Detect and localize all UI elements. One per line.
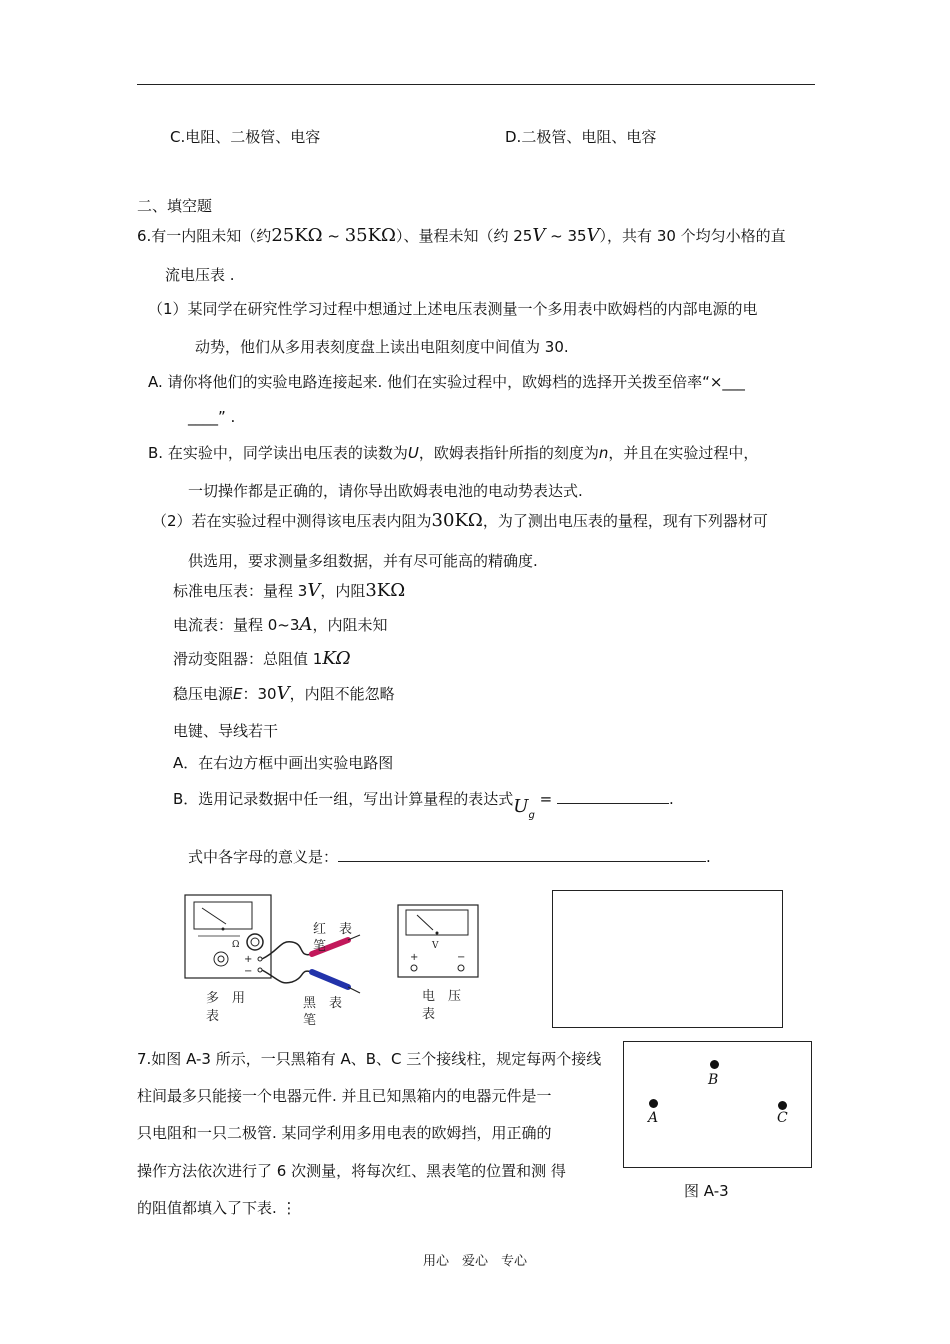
var-ug-sub: g [528, 810, 535, 821]
equip-power [173, 683, 395, 704]
q6-a-line1: A. 请你将他们的实验电路连接起来. 他们在实验过程中，欧姆档的选择开关拨至倍率“×___ [148, 373, 745, 391]
q6-b-text-a: B. 在实验中，同学读出电压表的读数为 [148, 444, 408, 462]
option-c: C.电阻、二极管、电容 [170, 128, 321, 146]
q6-b-text-c: ，并且在实验过程中， [608, 444, 759, 462]
var-e: E [233, 685, 243, 703]
q6-a-line2: ____” . [188, 408, 236, 426]
equip-std-voltmeter [173, 580, 405, 601]
equip-2-text-b: ，内阻未知 [312, 616, 388, 634]
terminal-b-label: B [708, 1072, 719, 1088]
question-c [188, 846, 711, 867]
resistance-30k: 30KΩ [431, 510, 483, 531]
voltmeter-dial [406, 910, 468, 935]
equip-2-unit: A [299, 614, 313, 635]
multimeter-dial [194, 902, 252, 929]
equip-4-text-b: ：30 [242, 685, 277, 703]
equip-2-text-a: 电流表：量程 0~3 [173, 616, 300, 634]
page-footer: 用心 爱心 专心 [422, 1254, 527, 1269]
unit-v-1: V [532, 225, 546, 246]
equip-rheostat [173, 648, 351, 669]
equip-1-unit: V [307, 580, 321, 601]
question-c-text: 式中各字母的意义是： [188, 848, 339, 866]
resistance-35k: 35KΩ [344, 225, 396, 246]
ohm-symbol: Ω [232, 940, 240, 950]
voltmeter-label-1: 电 压 [422, 989, 462, 1004]
header-rule [137, 84, 815, 85]
q6-part2-text-b: ，为了测出电压表的量程，现有下列器材可 [482, 512, 768, 530]
equip-4-text-a: 稳压电源 [173, 685, 234, 703]
answer-blank-meaning[interactable] [338, 860, 706, 862]
q6-part1-line2: 动势，他们从多用表刻度盘上读出电阻刻度中间值为 30. [195, 338, 569, 356]
voltmeter-minus: − [457, 952, 466, 963]
q6-part2-line2: 供选用，要求测量多组数据，并有尽可能高的精确度. [188, 552, 538, 570]
q6-b-line1 [148, 442, 758, 463]
var-u: U [407, 444, 419, 462]
black-box-figure [623, 1041, 812, 1168]
option-d: D.二极管、电阻、电容 [505, 128, 657, 146]
q7-line2: 柱间最多只能接一个电器元件. 并且已知黑箱内的电器元件是一 [137, 1087, 552, 1105]
q7-line3: 只电阻和一只二极管. 某同学利用多用电表的欧姆挡，用正确的 [137, 1124, 552, 1142]
tilde: ~ [322, 227, 345, 245]
black-probe-label-2: 笔 [303, 1013, 317, 1028]
q6-part1-line1: （1）某同学在研究性学习过程中想通过上述电压表测量一个多用表中欧姆档的内部电源的电 [148, 300, 758, 318]
unit-v-2: V [586, 225, 600, 246]
circuit-drawing-box[interactable] [552, 890, 783, 1028]
resistance-25k: 25KΩ [271, 225, 323, 246]
equip-switch: 电键、导线若干 [173, 722, 279, 740]
equals: = [534, 790, 557, 808]
red-probe-label-2: 笔 [313, 939, 327, 954]
equip-3-text-a: 滑动变阻器：总阻值 1 [173, 650, 323, 668]
section-title: 二、填空题 [137, 197, 213, 215]
q6-line1 [137, 225, 786, 246]
q6-line2: 流电压表 . [165, 266, 235, 284]
question-a: A．在右边方框中画出实验电路图 [173, 754, 394, 772]
q6-part2-line1 [152, 510, 768, 531]
plus-sign: + [244, 954, 253, 965]
equip-ammeter [173, 614, 387, 635]
q6-part2-text-a: （2）若在实验过程中测得该电压表内阻为 [152, 512, 432, 530]
equip-4-unit: V [276, 683, 290, 704]
question-c-end: . [706, 848, 711, 866]
multimeter-label-1: 多 用 [206, 991, 246, 1006]
v-symbol: V [432, 941, 439, 951]
q6-line1-text-c: ~ 35 [545, 227, 587, 245]
black-probe-label-1: 黑 表 [303, 996, 343, 1011]
question-b [173, 788, 674, 821]
voltmeter-plus: + [410, 952, 419, 963]
multimeter-label-2: 表 [206, 1009, 220, 1024]
voltmeter-label-2: 表 [422, 1007, 436, 1022]
q6-b-line2: 一切操作都是正确的，请你导出欧姆表电池的电动势表达式. [188, 482, 583, 500]
q6-line1-text-b: ）、量程未知（约 25 [395, 227, 533, 245]
q6-line1-text-d: ），共有 30 个均匀小格的直 [599, 227, 786, 245]
terminal-c-label: C [777, 1110, 788, 1126]
terminal-a-dot [649, 1099, 658, 1108]
var-n: n [598, 444, 609, 462]
terminal-c-dot [778, 1101, 787, 1110]
var-ug: U [513, 796, 529, 817]
equip-3-res: KΩ [322, 648, 351, 669]
figure-caption: 图 A-3 [684, 1182, 729, 1200]
equip-1-text-a: 标准电压表：量程 3 [173, 582, 308, 600]
q7-line1: 7.如图 A-3 所示，一只黑箱有 A、B、C 三个接线柱，规定每两个接线 [137, 1050, 602, 1068]
answer-blank-ug[interactable] [557, 802, 669, 804]
equip-1-res: 3KΩ [365, 580, 406, 601]
question-b-text: B．选用记录数据中任一组，写出计算量程的表达式 [173, 790, 514, 808]
red-probe-label-1: 红 表 [313, 922, 353, 937]
minus-sign: − [244, 966, 253, 977]
q7-line5: 的阻值都填入了下表. ⋮ [137, 1199, 297, 1217]
equip-4-text-c: ，内阻不能忽略 [289, 685, 395, 703]
q6-line1-text-a: 6.有一内阻未知（约 [137, 227, 272, 245]
equip-1-text-b: ，内阻 [320, 582, 366, 600]
terminal-a-label: A [648, 1110, 659, 1126]
q6-b-text-b: ，欧姆表指针所指的刻度为 [418, 444, 599, 462]
terminal-b-dot [710, 1060, 719, 1069]
black-probe [312, 972, 348, 987]
q7-line4: 操作方法依次进行了 6 次测量，将每次红、黑表笔的位置和测 得 [137, 1162, 566, 1180]
question-b-end: . [668, 790, 674, 808]
